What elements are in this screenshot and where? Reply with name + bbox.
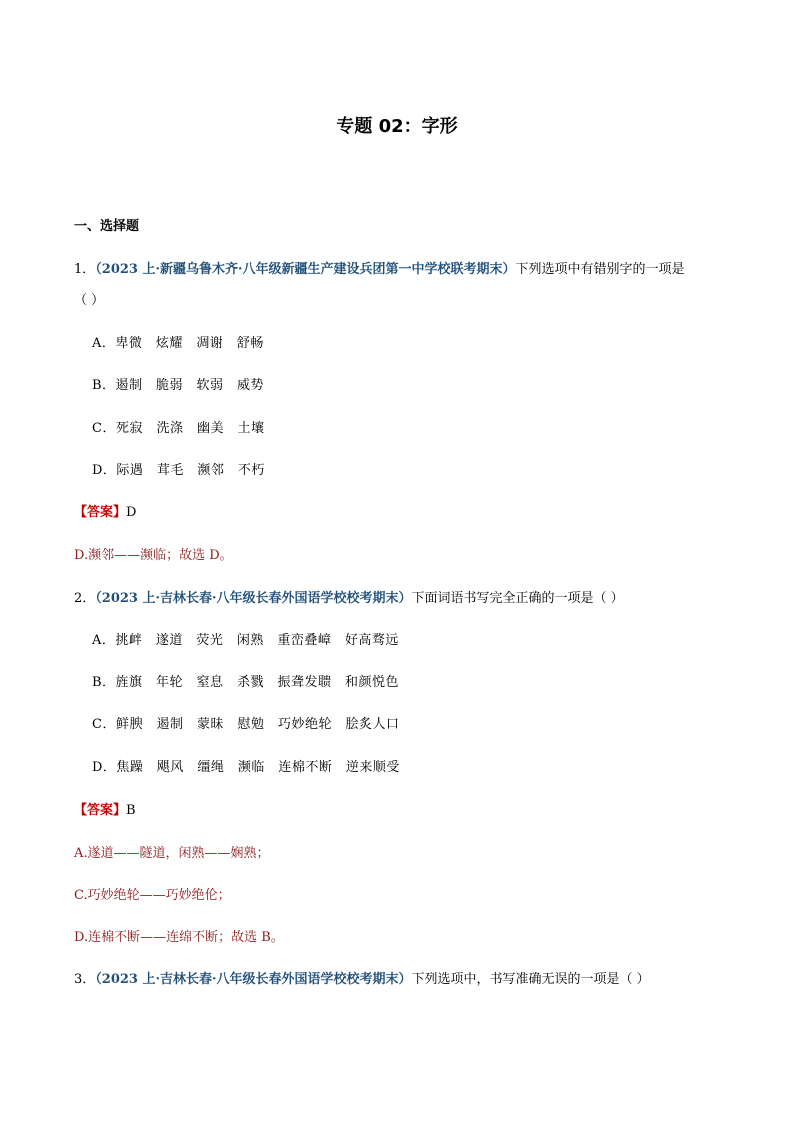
page-title: 专题 02：字形 [336, 116, 458, 137]
question-2-analysis-line-1: A.遂道——隧道，闲熟——娴熟； [74, 846, 270, 861]
question-2-option-d: D．焦躁 飓风 缰绳 濒临 连棉不断 逆来顺受 [92, 760, 400, 775]
answer-tag: 【答案】 [74, 803, 127, 818]
section-heading: 一、选择题 [74, 219, 140, 234]
question-1-option-c: C．死寂 洗涤 幽美 土壤 [92, 421, 265, 436]
question-1-analysis: D.濒邻——濒临；故选 D。 [74, 548, 233, 563]
question-1-option-d: D．际遇 茸毛 濒邻 不朽 [92, 463, 265, 478]
question-2-analysis-line-3: D.连棉不断——连绵不断；故选 B。 [74, 930, 284, 945]
question-number: 1． [74, 262, 96, 277]
answer-value: B [126, 803, 136, 818]
question-2-answer [74, 802, 136, 820]
question-source: （2023 上·吉林长春·八年级长春外国语学校校考期末） [95, 591, 412, 606]
answer-value: D [126, 505, 137, 520]
question-text: 下列选项中，书写准确无误的一项是（ ） [411, 972, 650, 987]
question-1-stem-continued: （ ） [74, 293, 105, 308]
question-number: 2． [74, 591, 96, 606]
question-1-option-b: B．遏制 脆弱 软弱 威势 [92, 378, 265, 393]
question-2-stem [74, 590, 624, 608]
answer-tag: 【答案】 [74, 505, 127, 520]
question-1-stem [74, 261, 685, 279]
question-2-option-c: C．鲜腴 遏制 蒙昧 慰勉 巧妙绝轮 脍炙人口 [92, 717, 400, 732]
question-text: 下面词语书写完全正确的一项是（ ） [411, 591, 624, 606]
question-text: 下列选项中有错别字的一项是 [515, 262, 685, 277]
question-source: （2023 上·新疆乌鲁木齐·八年级新疆生产建设兵团第一中学校联考期末） [95, 262, 516, 277]
question-3-stem [74, 971, 650, 989]
question-source: （2023 上·吉林长春·八年级长春外国语学校校考期末） [95, 972, 412, 987]
question-1-option-a: A．卑微 炫耀 凋谢 舒畅 [92, 336, 264, 351]
question-1-answer [74, 504, 136, 522]
question-2-option-a: A．挑衅 遂道 荧光 闲熟 重峦叠嶂 好高骛远 [92, 633, 399, 648]
question-2-analysis-line-2: C.巧妙绝轮——巧妙绝伦； [74, 888, 231, 903]
question-2-option-b: B．旌旗 年轮 窒息 杀戮 振聋发聩 和颜悦色 [92, 675, 400, 690]
question-number: 3． [74, 972, 96, 987]
